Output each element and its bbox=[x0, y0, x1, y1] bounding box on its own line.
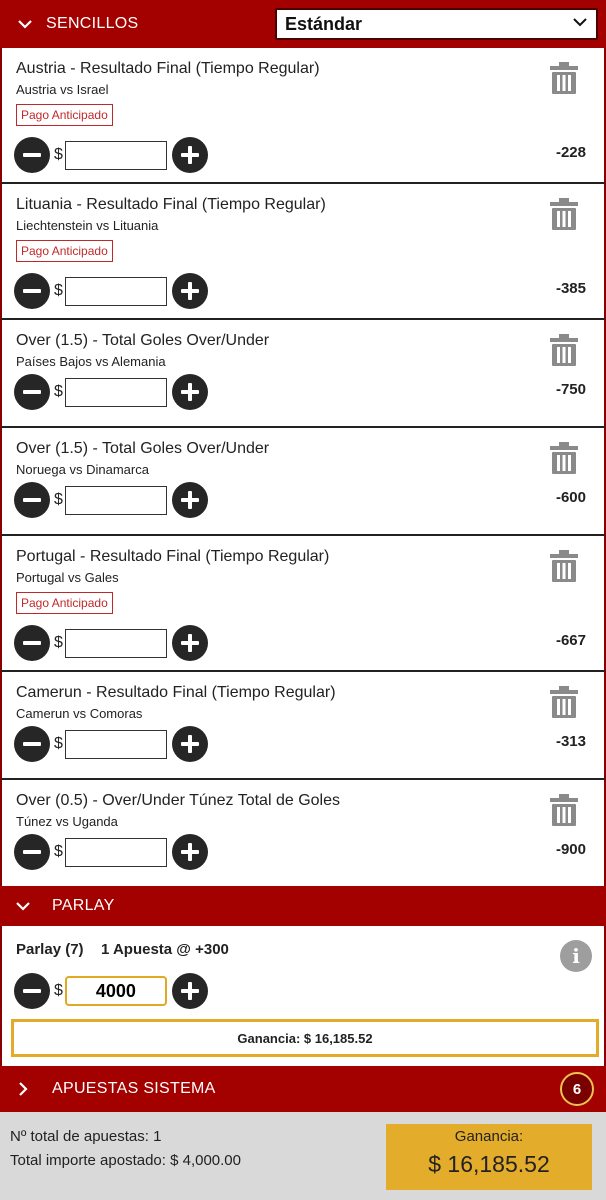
minus-button[interactable] bbox=[14, 374, 50, 410]
trash-icon[interactable] bbox=[550, 794, 578, 826]
trash-icon[interactable] bbox=[550, 62, 578, 94]
minus-button[interactable] bbox=[14, 625, 50, 661]
stake-input[interactable] bbox=[65, 486, 167, 515]
stake-row bbox=[14, 726, 208, 762]
plus-button[interactable] bbox=[172, 374, 208, 410]
parlay-stake-row bbox=[14, 973, 208, 1009]
parlay-label: Parlay (7) bbox=[16, 941, 84, 958]
minus-icon bbox=[23, 850, 41, 854]
currency-symbol: $ bbox=[54, 282, 63, 299]
bet-match: Liechtenstein vs Lituania bbox=[16, 218, 159, 233]
stake-row bbox=[14, 273, 208, 309]
plus-button[interactable] bbox=[172, 973, 208, 1009]
chevron-down-icon[interactable] bbox=[16, 899, 30, 913]
stake-input[interactable] bbox=[65, 838, 167, 867]
plus-button[interactable] bbox=[172, 834, 208, 870]
plus-button[interactable] bbox=[172, 273, 208, 309]
pago-anticipado-badge: Pago Anticipado bbox=[16, 240, 113, 262]
stake-input[interactable] bbox=[65, 141, 167, 170]
bet-market: Camerun - Resultado Final (Tiempo Regular) bbox=[16, 684, 336, 701]
bet-odds: -228 bbox=[555, 144, 586, 161]
bet-match: Austria vs Israel bbox=[16, 82, 109, 97]
minus-icon bbox=[23, 989, 41, 993]
plus-button[interactable] bbox=[172, 482, 208, 518]
sistema-count-badge: 6 bbox=[560, 1072, 594, 1106]
minus-button[interactable] bbox=[14, 834, 50, 870]
chevron-down-icon[interactable] bbox=[18, 17, 32, 31]
sencillos-title: SENCILLOS bbox=[46, 15, 139, 32]
total-ganancia-box bbox=[386, 1124, 592, 1190]
minus-icon bbox=[23, 641, 41, 645]
bet-card bbox=[0, 428, 606, 536]
total-bets-text: Nº total de apuestas: 1 bbox=[10, 1128, 162, 1145]
currency-symbol: $ bbox=[54, 982, 63, 999]
chevron-down-icon bbox=[572, 14, 588, 35]
parlay-stake-input[interactable] bbox=[65, 976, 167, 1006]
bet-market: Over (0.5) - Over/Under Túnez Total de Goles bbox=[16, 792, 340, 809]
bet-summary-footer bbox=[0, 1112, 606, 1200]
plus-button[interactable] bbox=[172, 625, 208, 661]
bet-market: Austria - Resultado Final (Tiempo Regular) bbox=[16, 60, 320, 77]
total-stake-text: Total importe apostado: $ 4,000.00 bbox=[10, 1152, 241, 1169]
plus-button[interactable] bbox=[172, 137, 208, 173]
bet-card bbox=[0, 320, 606, 428]
bet-match: Países Bajos vs Alemania bbox=[16, 354, 166, 369]
pago-anticipado-badge: Pago Anticipado bbox=[16, 104, 113, 126]
stake-input[interactable] bbox=[65, 378, 167, 407]
parlay-bet-info: 1 Apuesta @ +300 bbox=[101, 941, 229, 958]
minus-button[interactable] bbox=[14, 973, 50, 1009]
currency-symbol: $ bbox=[54, 491, 63, 508]
trash-icon[interactable] bbox=[550, 550, 578, 582]
total-ganancia-label: Ganancia: bbox=[454, 1128, 524, 1145]
bet-market: Over (1.5) - Total Goles Over/Under bbox=[16, 440, 270, 457]
bet-type-select-value: Estándar bbox=[285, 13, 363, 34]
bet-odds: -313 bbox=[555, 733, 586, 750]
minus-icon bbox=[23, 742, 41, 746]
trash-icon[interactable] bbox=[550, 198, 578, 230]
total-ganancia-value: $ 16,185.52 bbox=[428, 1151, 550, 1177]
stake-row bbox=[14, 137, 208, 173]
minus-icon bbox=[23, 498, 41, 502]
stake-input[interactable] bbox=[65, 277, 167, 306]
bet-match: Noruega vs Dinamarca bbox=[16, 462, 149, 477]
parlay-ganancia bbox=[11, 1019, 599, 1057]
bet-match: Portugal vs Gales bbox=[16, 570, 119, 585]
bet-market: Portugal - Resultado Final (Tiempo Regular) bbox=[16, 548, 330, 565]
pago-anticipado-badge: Pago Anticipado bbox=[16, 592, 113, 614]
minus-button[interactable] bbox=[14, 273, 50, 309]
stake-row bbox=[14, 482, 208, 518]
trash-icon[interactable] bbox=[550, 442, 578, 474]
bet-type-select[interactable] bbox=[275, 8, 598, 40]
chevron-right-icon[interactable] bbox=[16, 1082, 30, 1096]
bet-odds: -600 bbox=[555, 489, 586, 506]
bet-card bbox=[0, 184, 606, 320]
sistema-header[interactable] bbox=[0, 1066, 606, 1112]
bet-card bbox=[0, 48, 606, 184]
sencillos-header[interactable] bbox=[0, 0, 606, 48]
bet-odds: -900 bbox=[555, 841, 586, 858]
stake-row bbox=[14, 834, 208, 870]
stake-input[interactable] bbox=[65, 629, 167, 658]
bet-odds: -667 bbox=[555, 632, 586, 649]
bet-odds: -750 bbox=[555, 381, 586, 398]
stake-row bbox=[14, 374, 208, 410]
bet-card bbox=[0, 536, 606, 672]
bet-market: Lituania - Resultado Final (Tiempo Regular) bbox=[16, 196, 326, 213]
parlay-panel bbox=[0, 926, 606, 1066]
plus-button[interactable] bbox=[172, 726, 208, 762]
bet-match: Camerun vs Comoras bbox=[16, 706, 143, 721]
currency-symbol: $ bbox=[54, 146, 63, 163]
minus-icon bbox=[23, 390, 41, 394]
minus-button[interactable] bbox=[14, 137, 50, 173]
bet-match: Túnez vs Uganda bbox=[16, 814, 118, 829]
bet-market: Over (1.5) - Total Goles Over/Under bbox=[16, 332, 270, 349]
stake-input[interactable] bbox=[65, 730, 167, 759]
parlay-ganancia-text: Ganancia: $ 16,185.52 bbox=[237, 1030, 373, 1046]
info-icon[interactable]: i bbox=[560, 940, 592, 972]
bet-card bbox=[0, 672, 606, 780]
currency-symbol: $ bbox=[54, 383, 63, 400]
bet-odds: -385 bbox=[555, 280, 586, 297]
bet-card bbox=[0, 780, 606, 886]
parlay-title: PARLAY bbox=[52, 897, 115, 914]
trash-icon[interactable] bbox=[550, 686, 578, 718]
currency-symbol: $ bbox=[54, 843, 63, 860]
minus-icon bbox=[23, 153, 41, 157]
stake-row bbox=[14, 625, 208, 661]
minus-button[interactable] bbox=[14, 726, 50, 762]
trash-icon[interactable] bbox=[550, 334, 578, 366]
minus-button[interactable] bbox=[14, 482, 50, 518]
currency-symbol: $ bbox=[54, 735, 63, 752]
currency-symbol: $ bbox=[54, 634, 63, 651]
parlay-header[interactable] bbox=[0, 886, 606, 926]
sistema-title: APUESTAS SISTEMA bbox=[52, 1080, 216, 1097]
minus-icon bbox=[23, 289, 41, 293]
